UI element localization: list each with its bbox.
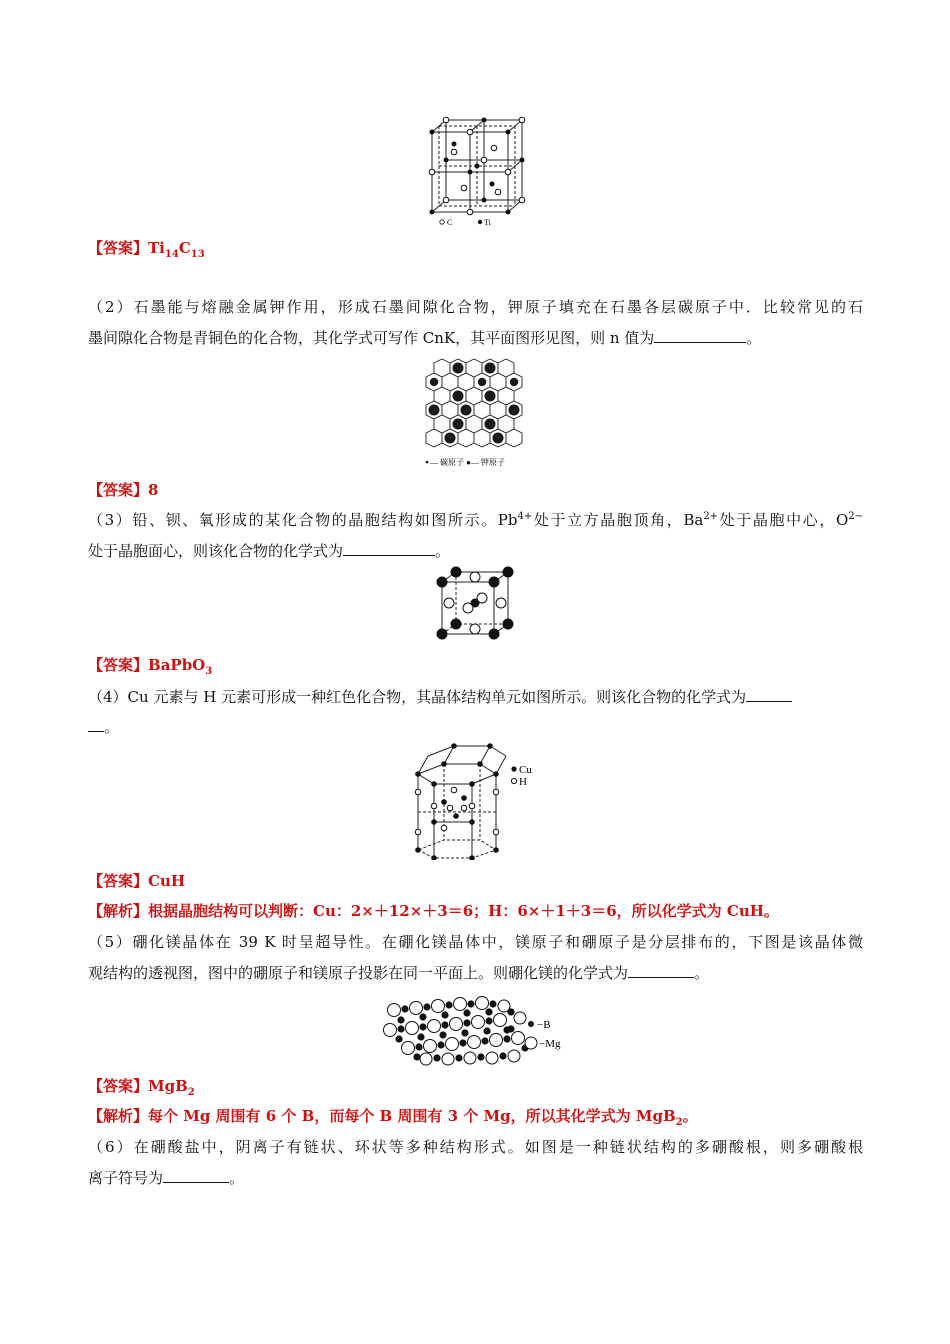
graphite-legend: — 碳原子 ●— 钾原子 bbox=[430, 458, 505, 467]
legend-ti: Ti bbox=[484, 218, 491, 227]
question-4-line-1: （4）Cu 元素与 H 元素可形成一种红色化合物，其晶体结构单元如图所示。则该化合物的化学式为 bbox=[88, 686, 863, 707]
legend-cu: Cu bbox=[519, 764, 532, 776]
ti-c-cluster-figure bbox=[424, 112, 528, 230]
cuh-hexagonal-figure bbox=[410, 742, 540, 860]
question-4-line-2: 。 bbox=[88, 716, 863, 737]
question-2-line-2: 墨间隙化合物是青铜色的化合物，其化学式可写作 CnK，其平面图形见图，则 n 值为 。 bbox=[88, 329, 762, 347]
legend-b: −B bbox=[537, 1019, 551, 1031]
answer-4: 【答案】CuH bbox=[88, 872, 186, 890]
legend-c: C bbox=[447, 218, 453, 227]
answer-2: 【答案】8 bbox=[88, 481, 159, 499]
answer-blank bbox=[654, 327, 746, 343]
question-2-line-1: （2）石墨能与熔融金属钾作用，形成石墨间隙化合物，钾原子填充在石墨各层碳原子中．比较常见的石 bbox=[88, 298, 863, 316]
question-5-line-2: 观结构的透视图，图中的硼原子和镁原子投影在同一平面上。则硼化镁的化学式为 。 bbox=[88, 964, 710, 982]
graphite-intercalation-figure bbox=[420, 355, 532, 469]
answer-blank bbox=[343, 540, 435, 556]
legend-mg: −Mg bbox=[539, 1038, 561, 1050]
answer-blank bbox=[163, 1167, 229, 1183]
answer-blank bbox=[746, 686, 792, 702]
answer-blank bbox=[88, 716, 104, 732]
answer-blank bbox=[628, 962, 694, 978]
mgb2-projection-figure bbox=[380, 996, 576, 1066]
perovskite-cell-figure bbox=[434, 566, 516, 644]
question-6-line-1: （6）在硼酸盐中，阴离子有链状、环状等多种结构形式。如图是一种链状结构的多硼酸根，则多硼酸根 bbox=[88, 1138, 863, 1156]
question-6-line-2: 离子符号为 。 bbox=[88, 1169, 245, 1187]
answer-5: 【答案】MgB$_2$ bbox=[88, 1077, 195, 1098]
legend-h: H bbox=[519, 776, 527, 788]
explanation-4: 【解析】根据晶胞结构可以判断：Cu：2×＋12×＋3＝6；H：6×＋1＋3＝6，所以化学式为 CuH。 bbox=[88, 902, 779, 920]
answer-1: 【答案】$Ti_{14}C_{13}$ bbox=[88, 239, 205, 260]
answer-3: 【答案】BaPbO$_3$ bbox=[88, 656, 213, 677]
question-5-line-1: （5）硼化镁晶体在 39 K 时呈超导性。在硼化镁晶体中，镁原子和硼原子是分层排布的，下图是该晶体微 bbox=[88, 933, 863, 951]
explanation-5: 【解析】每个 Mg 周围有 6 个 B，而每个 B 周围有 3 个 Mg，所以其化学式为 MgB$_2$。 bbox=[88, 1107, 698, 1128]
question-3-line-1: （3）铅、钡、氧形成的某化合物的晶胞结构如图所示。$Pb^{4+}$处于立方晶胞顶角，$Ba^{2+}$处于晶胞中心，$O^{2-}$ bbox=[88, 511, 863, 529]
question-3-line-2: 处于晶胞面心，则该化合物的化学式为 。 bbox=[88, 542, 451, 560]
